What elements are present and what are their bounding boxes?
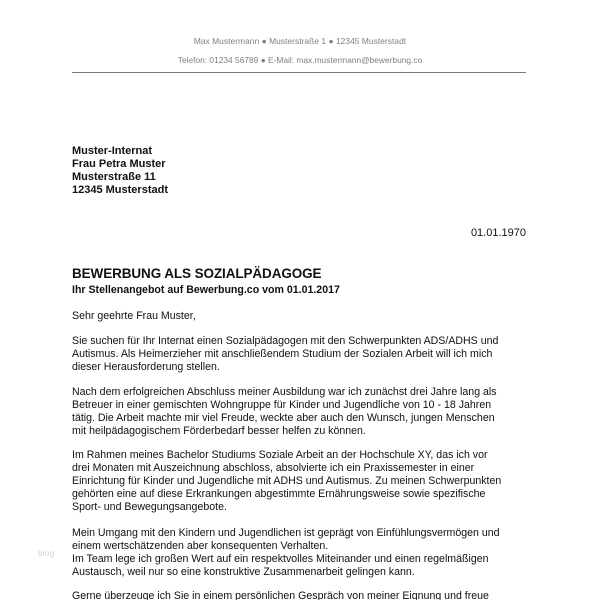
paragraph-line: Sie suchen für Ihr Internat einen Sozialpädagogen mit den Schwerpunkten ADS/ADHS und xyxy=(72,335,499,347)
subject-title: BEWERBUNG ALS SOZIALPÄDAGOGE xyxy=(72,266,322,281)
paragraph-line: Einrichtung für Kinder und Jugendliche mit ADHS und Autismus. Zu meinen Schwerpunkten xyxy=(72,475,502,487)
recipient-address-block xyxy=(72,145,168,197)
watermark-text: blog xyxy=(38,549,55,558)
paragraph-line: Gerne überzeuge ich Sie in einem persönlichen Gespräch von meiner Eignung und freue xyxy=(72,590,489,600)
paragraph-line: einem wertschätzenden aber konsequenten Verhalten. xyxy=(72,540,329,552)
paragraph-line: Nach dem erfolgreichen Abschluss meiner Ausbildung war ich zunächst drei Jahre lang als xyxy=(72,386,497,398)
recipient-name: Frau Petra Muster xyxy=(72,158,166,170)
body-paragraph-4 xyxy=(72,527,532,579)
sender-contact-line: Telefon: 01234 56789 ● E-Mail: max.mustermann@bewerbung.co xyxy=(177,55,423,65)
recipient-organization: Muster-Internat xyxy=(72,145,153,157)
paragraph-line: Im Rahmen meines Bachelor Studiums Soziale Arbeit an der Hochschule XY, das ich vor xyxy=(72,449,488,461)
paragraph-line: Betreuer in einer gemischten Wohngruppe für Kinder und Jugendliche von 10 - 18 Jahren xyxy=(72,399,492,411)
subject-reference: Ihr Stellenangebot auf Bewerbung.co vom 01.01.2017 xyxy=(72,284,340,296)
sender-address-line: Max Mustermann ● Musterstraße 1 ● 12345 Musterstadt xyxy=(193,36,407,46)
recipient-city: 12345 Musterstadt xyxy=(72,184,168,196)
body-paragraph-1 xyxy=(72,335,532,374)
body-paragraph-3 xyxy=(72,449,532,514)
paragraph-line: drei Monaten mit Auszeichnung abschloss, absolvierte ich ein Praxissemester in einer xyxy=(72,462,475,474)
paragraph-line: Austausch, weil nur so eine konstruktive Zusammenarbeit gelingen kann. xyxy=(72,566,415,578)
body-paragraph-5 xyxy=(72,590,532,600)
paragraph-line: Autismus. Als Heimerzieher mit anschließendem Studium der Sozialen Arbeit will ich mich xyxy=(72,348,493,360)
body-paragraph-2 xyxy=(72,386,532,438)
salutation-text: Sehr geehrte Frau Muster, xyxy=(72,310,196,322)
paragraph-line: mit heilpädagogischem Förderbedarf besser helfen zu können. xyxy=(72,425,366,437)
paragraph-line: Im Team lege ich großen Wert auf ein respektvolles Miteinander und einen regelmäßigen xyxy=(72,553,489,565)
paragraph-line: tätig. Die Arbeit machte mir viel Freude, weckte aber auch den Wunsch, jungen Menschen xyxy=(72,412,495,424)
letter-date: 01.01.1970 xyxy=(470,227,526,239)
paragraph-line: Sport- und Bewegungsangebote. xyxy=(72,501,227,513)
paragraph-line: gehörten eine auf diese Erkrankungen abgestimmte Ernährungsweise sowie spezifische xyxy=(72,488,486,500)
paragraph-line: Mein Umgang mit den Kindern und Jugendlichen ist geprägt von Einfühlungsvermögen und xyxy=(72,527,500,539)
salutation xyxy=(72,310,532,323)
header-divider xyxy=(72,72,526,73)
paragraph-line: dieser Herausforderung stellen. xyxy=(72,361,220,373)
recipient-street: Musterstraße 11 xyxy=(72,171,156,183)
